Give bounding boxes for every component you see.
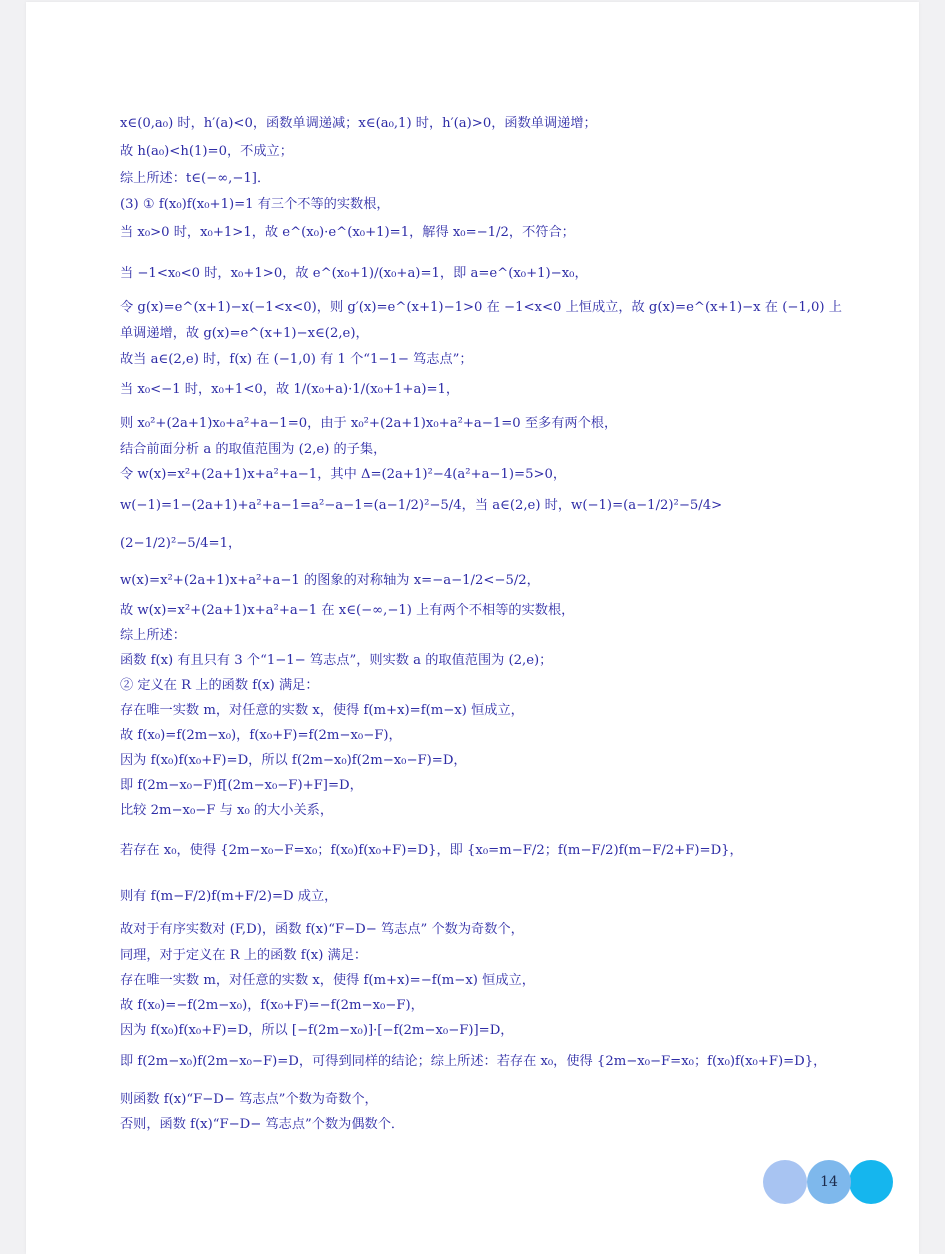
text-line: 综上所述：t∈(−∞,−1]．	[120, 171, 271, 186]
document-page	[26, 2, 919, 1254]
text-line: 因为 f(x₀)f(x₀+F)=D，所以 [−f(2m−x₀)]·[−f(2m−x₀−F)]=D，	[120, 1023, 514, 1038]
text-line: 故 h(a₀)<h(1)=0，不成立；	[120, 144, 293, 159]
text-line: x∈(0,a₀) 时，h′(a)<0，函数单调递减；x∈(a₀,1) 时，h′(a)>0，函数单调递增；	[120, 116, 597, 131]
page-number: 14	[820, 1174, 838, 1190]
text-line: (2−1/2)²−5/4=1，	[120, 536, 242, 551]
text-line: 即 f(2m−x₀)f(2m−x₀−F)=D，可得到同样的结论；综上所述：若存在 x₀，使得 {2m−x₀−F=x₀；f(x₀)f(x₀+F)=D}，	[120, 1054, 827, 1069]
text-line: 同理，对于定义在 R 上的函数 f(x) 满足：	[120, 948, 368, 963]
text-line: (3) ① f(x₀)f(x₀+1)=1 有三个不等的实数根，	[120, 197, 390, 212]
text-line: 若存在 x₀，使得 {2m−x₀−F=x₀；f(x₀)f(x₀+F)=D}，即 {x₀=m−F/2；f(m−F/2)f(m−F/2+F)=D}，	[120, 843, 743, 858]
text-line: 故当 a∈(2,e) 时，f(x) 在 (−1,0) 有 1 个“1−1− 笃志点”；	[120, 352, 473, 367]
decorative-dot-cyan	[849, 1160, 893, 1204]
text-line: 则有 f(m−F/2)f(m+F/2)=D 成立，	[120, 889, 338, 904]
text-line: 因为 f(x₀)f(x₀+F)=D，所以 f(2m−x₀)f(2m−x₀−F)=D，	[120, 753, 467, 768]
text-line: 则函数 f(x)“F−D− 笃志点”个数为奇数个，	[120, 1092, 378, 1107]
text-line: w(−1)=1−(2a+1)+a²+a−1=a²−a−1=(a−1/2)²−5/4，当 a∈(2,e) 时，w(−1)=(a−1/2)²−5/4>	[120, 498, 723, 513]
text-line: 故对于有序实数对 (F,D)，函数 f(x)“F−D− 笃志点” 个数为奇数个，	[120, 922, 524, 937]
text-line: ② 定义在 R 上的函数 f(x) 满足：	[120, 678, 319, 693]
decorative-dot-light	[763, 1160, 807, 1204]
text-line: 即 f(2m−x₀−F)f[(2m−x₀−F)+F]=D，	[120, 778, 363, 793]
text-line: 当 −1<x₀<0 时，x₀+1>0，故 e^(x₀+1)/(x₀+a)=1，即 a=e^(x₀+1)−x₀，	[120, 266, 588, 281]
text-line: 当 x₀>0 时，x₀+1>1，故 e^(x₀)·e^(x₀+1)=1，解得 x₀=−1/2，不符合；	[120, 225, 575, 240]
text-line: 存在唯一实数 m，对任意的实数 x，使得 f(m+x)=f(m−x) 恒成立，	[120, 703, 524, 718]
text-line: 令 w(x)=x²+(2a+1)x+a²+a−1，其中 Δ=(2a+1)²−4(a²+a−1)=5>0，	[120, 467, 567, 482]
text-line: 则 x₀²+(2a+1)x₀+a²+a−1=0，由于 x₀²+(2a+1)x₀+a²+a−1=0 至多有两个根，	[120, 416, 618, 431]
text-line: 令 g(x)=e^(x+1)−x(−1<x<0)，则 g′(x)=e^(x+1)−1>0 在 −1<x<0 上恒成立，故 g(x)=e^(x+1)−x 在 (−1,0) 上	[120, 300, 842, 315]
text-line: 函数 f(x) 有且只有 3 个“1−1− 笃志点”，则实数 a 的取值范围为 (2,e)；	[120, 653, 553, 668]
text-line: 单调递增，故 g(x)=e^(x+1)−x∈(2,e)，	[120, 326, 369, 341]
text-line: 故 f(x₀)=f(2m−x₀)，f(x₀+F)=f(2m−x₀−F)，	[120, 728, 402, 743]
text-line: 结合前面分析 a 的取值范围为 (2,e) 的子集，	[120, 442, 387, 457]
text-line: 比较 2m−x₀−F 与 x₀ 的大小关系，	[120, 803, 334, 818]
page-number-badge	[763, 1159, 903, 1205]
text-line: 存在唯一实数 m，对任意的实数 x，使得 f(m+x)=−f(m−x) 恒成立，	[120, 973, 535, 988]
text-line: 故 w(x)=x²+(2a+1)x+a²+a−1 在 x∈(−∞,−1) 上有两个不相等的实数根，	[120, 603, 575, 618]
text-line: 否则，函数 f(x)“F−D− 笃志点”个数为偶数个．	[120, 1117, 405, 1132]
text-line: w(x)=x²+(2a+1)x+a²+a−1 的图象的对称轴为 x=−a−1/2<−5/2，	[120, 573, 540, 588]
text-line: 当 x₀<−1 时，x₀+1<0，故 1/(x₀+a)·1/(x₀+1+a)=1，	[120, 382, 460, 397]
text-line: 综上所述：	[120, 628, 186, 643]
text-line: 故 f(x₀)=−f(2m−x₀)，f(x₀+F)=−f(2m−x₀−F)，	[120, 998, 424, 1013]
